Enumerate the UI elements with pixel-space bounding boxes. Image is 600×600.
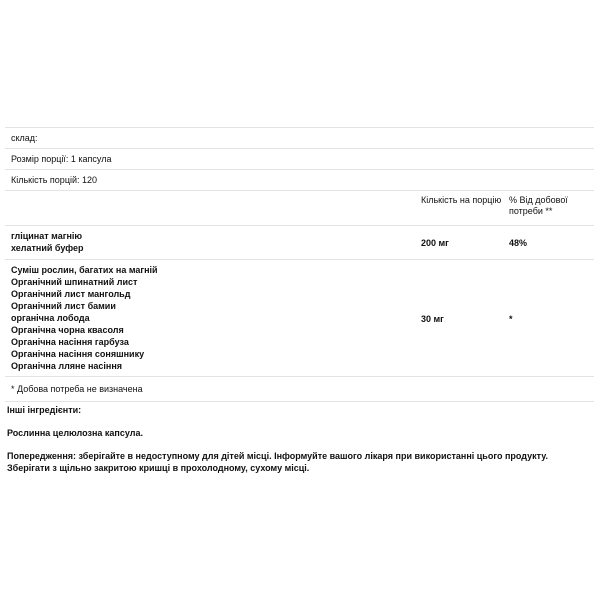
blend-name <box>11 264 421 372</box>
section-label-row <box>5 128 594 149</box>
blend-line: Органічна лляне насіння <box>11 361 123 371</box>
header-daily-value: % Від добової потреби ** <box>509 195 568 216</box>
warning-line: Попередження: зберігайте в недоступному для дітей місці. Інформуйте вашого лікаря при використанні цього продукту. <box>7 451 548 461</box>
ingredient-daily-value: 48% <box>509 237 528 248</box>
header-amount: Кількість на порцію <box>421 195 502 205</box>
blend-daily-value: * <box>509 313 513 324</box>
blend-line: Органічний лист мангольд <box>11 289 131 299</box>
footnote-row <box>5 377 594 402</box>
blend-line: Органічна насіння гарбуза <box>11 337 129 347</box>
blend-line: Суміш рослин, багатих на магній <box>11 265 158 275</box>
serving-size: Розмір порції: 1 капсула <box>11 154 112 164</box>
product-notes <box>7 404 595 474</box>
blend-line: органічна лобода <box>11 313 90 323</box>
serving-size-row <box>5 149 594 170</box>
ingredient-amount: 200 мг <box>421 237 449 248</box>
section-label: склад: <box>11 133 38 143</box>
blend-line: Органічна насіння соняшнику <box>11 349 145 359</box>
blend-line: Органічний шпинатний лист <box>11 277 138 287</box>
other-ingredients-title: Інші інгредієнти: <box>7 405 82 415</box>
ingredient-line: гліцинат магнію <box>11 231 83 241</box>
blend-line: Органічна чорна квасоля <box>11 325 124 335</box>
servings-per-container-row <box>5 170 594 191</box>
footnote: * Добова потреба не визначена <box>11 384 143 394</box>
other-ingredients-value: Рослинна целюлозна капсула. <box>7 428 143 438</box>
table-header-row <box>5 191 594 226</box>
blend-line: Органічний лист бамии <box>11 301 116 311</box>
ingredient-line: хелатний буфер <box>11 242 84 253</box>
ingredient-row <box>5 226 594 260</box>
blend-row <box>5 260 594 377</box>
supplement-facts-table <box>5 127 594 402</box>
storage-line: Зберігати з щільно закритою кришці в прохолодному, сухому місці. <box>7 463 310 473</box>
ingredient-name <box>11 231 421 254</box>
blend-amount: 30 мг <box>421 313 444 324</box>
servings-per-container: Кількість порцій: 120 <box>11 175 98 185</box>
